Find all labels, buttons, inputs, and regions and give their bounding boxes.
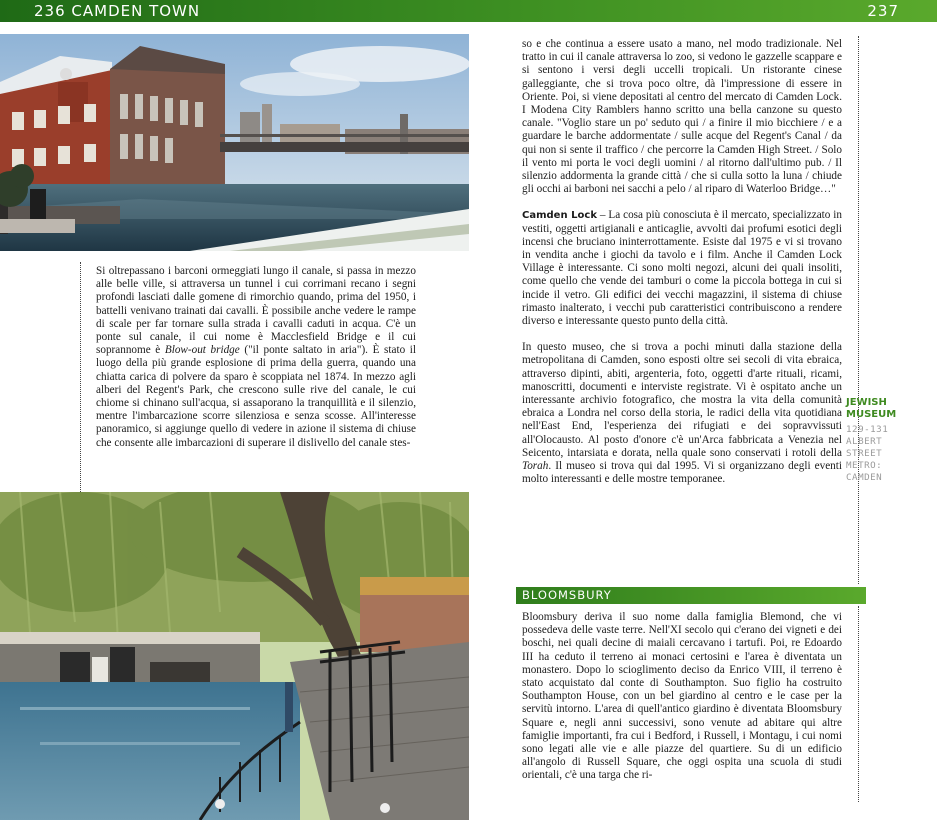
bloomsbury-paragraph: Bloomsbury deriva il suo nome dalla famiglia Blemond, che vi possedeva delle vaste terre. Nell'XI secolo qui c'erano dei vigneti e dei boschi, nei quali decine di maiali cercavano i tartufi. Poi, re Edoardo III ha ceduto il terreno ai monaci certosini e l'area è diventata un monastero. Dopo lo scioglimento deciso da Enrico VIII, il terreno è stato acquistato dal conte di Southampton. Suo figlio ha costruito Southampton House, con un bel giardino al centro e le case per la servitù intorno. L'area di quell'antico giardino è diventata Bloomsbury Square e, negli anni successivi, sono venute ad abitare qui altre famiglie importanti, fra cui i Bedford, i Russell, i Montagu, i cui nomi sono legati alle vie e alle piazze del quartiere. Su di un edificio all'angolo di Russell Square, che oggi ospita una scuola di studi orientali, c'è una targa che ri-: [522, 611, 842, 782]
right-column-top-text: [522, 38, 842, 487]
address-line-metro: METRO:: [846, 460, 883, 471]
camden-lock-paragraph: [522, 209, 842, 328]
jewish-museum-sidenote: [846, 397, 916, 484]
right-column-dotted-rule-top: [858, 36, 859, 584]
paragraph-text: Si oltrepassano i barconi ormeggiati lungo il canale, si passa in mezzo alle belle ville, si attraversa un tunnel i cui corrimani recano i segni profondi lasciati dalle gomene di rimorchio quando, prima del 1950, i battelli venivano trainati dai cavalli. È possibile anche vedere le rampe di scale per far tornare sulla strada i cavalli caduti in acqua. C'è un ponte sul canale, il cui nome è Macclesfield Bridge e il cui soprannome è: [96, 265, 416, 357]
left-body-text: [96, 265, 416, 450]
paragraph-text-continued: ("il ponte saltato in aria"). È stato il luogo della più grande esplosione di prima della guerra, quando una chiatta carica di polvere da sparo è scoppiata nel 1874. In mezzo agli alberi del Regent's Park, che crescono sulle rive del canale, le cui chiome si chinano sull'acqua, si assaporano la tranquillità e il silenzio, mentre l'imbarcazione scorre silenziosa e senza scosse. All'interesse panoramico, si aggiunge quello di vedere in azione il sistema di chiuse che consente alle imbarcazioni di superare il dislivello del canale stes-: [96, 344, 416, 449]
camden-lock-text: – La cosa più conosciuta è il mercato, specializzato in vestiti, oggetti artigianali e anticaglie, avvolti dai profumi esotici degli incensi che bruciano ininterrottamente. Esiste dal 1975 e vi si trovano in vendita anche i giochi da tavolo e i film. Anche il Camden Lock Village è interessante. Ci sono molti negozi, alcuni dei quali insoliti, come quello che vende dei tamburi o come la piccola bottega in cui si incide il vetro. Gli edifici dei vecchi magazzini, il sistema di chiuse rimasto inalterato, i vecchi pub caratteristici contribuiscono a rendere diverso e interessante questo punto della città.: [522, 209, 842, 328]
jewish-museum-text-continued: . Il museo si trova qui dal 1995. Vi si organizzano degli eventi molto interessanti e delle mostre temporanee.: [522, 460, 842, 486]
sidenote-title-line1: JEWISH: [846, 397, 887, 408]
page-number-right: 237: [867, 2, 899, 20]
address-line-street2: STREET: [846, 448, 883, 459]
address-line-number: 129-131: [846, 424, 889, 435]
jewish-museum-text: In questo museo, che si trova a pochi minuti dalla stazione della metropolitana di Camden, sono esposti oltre sei secoli di vita ebraica, attraverso dipinti, abiti, argenteria, foto, oggetti d'arte rituali, ricami, manoscritti, documenti e interviste registrate. Vi è ospitato anche un interessante archivio fotografico, che mostra la vita della comunità ebraica a Londra nel corso della storia, le radici della vita quotidiana nell'East End, l'esperienza dei rifugiati e dei sopravvissuti all'Olocausto. Al posto d'onore c'è un'Arca fabbricata a Venezia nel Seicento, intarsiata e dorata, nella quale sono conservati i rotoli della: [522, 341, 842, 459]
bloomsbury-section-header: [516, 587, 866, 604]
camden-lock-willow-photo: [0, 492, 469, 820]
regents-canal-paragraph: so e che continua a essere usato a mano, nel modo tradizionale. Nel tratto in cui il canale attraversa lo zoo, si vedono le gazzelle scappare e si sentono i versi degli uccelli tropicali. Un ristorante cinese galleggiante, che si trova poco oltre, dà l'impressione di essere in Oriente. Poi, si viene depositati al centro del mercato di Camden Lock. I Modena City Ramblers hanno scritto una bella canzone su questo canale. "Voglio stare un po' seduto qui / a finire il mio bicchiere / e a guardare le barche addormentate / sulle acque del Regent's Canal / da qui non si sente il traffico / che percorre la Camden High Street. / Solo il vento mi porta le voci degli uomini / al ritorno dall'ultimo pub. / Il silenzio addormenta la grande città / che si culla sotto la luna / chiude gli occhi ai barboni nei sacchi a pelo / al riparo di Waterloo Bridge…": [522, 38, 842, 196]
page-header: [0, 0, 937, 22]
blow-out-bridge-term: Blow-out bridge: [164, 344, 240, 357]
left-column-dotted-rule: [80, 262, 81, 492]
page-number-title-left: 236 CAMDEN TOWN: [34, 2, 201, 20]
section-title: BLOOMSBURY: [522, 588, 612, 602]
canal-tour-paragraph: [96, 265, 416, 450]
camden-canal-warehouse-photo: [0, 34, 469, 251]
address-line-street1: ALBERT: [846, 436, 883, 447]
bloomsbury-text: [522, 611, 842, 783]
sidenote-address: [846, 424, 916, 484]
right-column-dotted-rule-bottom: [858, 606, 859, 802]
torah-term: Torah: [522, 460, 549, 473]
camden-lock-heading: Camden Lock: [522, 210, 597, 222]
jewish-museum-paragraph: [522, 341, 842, 486]
sidenote-title-line2: MUSEUM: [846, 409, 897, 420]
address-line-station: CAMDEN: [846, 472, 883, 483]
